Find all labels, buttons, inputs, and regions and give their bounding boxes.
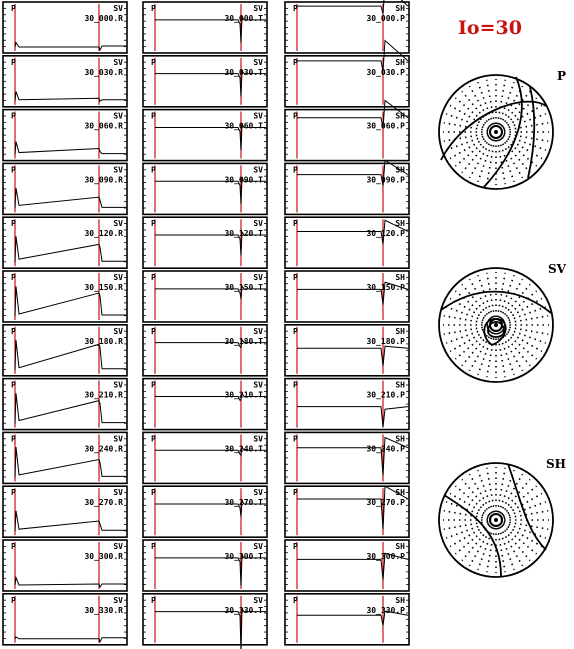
phase-label: SV: [253, 488, 263, 498]
phase-label: SV: [113, 4, 123, 13]
panel-frame: [3, 486, 127, 537]
p-marker-label: P: [151, 380, 156, 390]
trace-name: 30_240.P: [366, 444, 405, 454]
panel-frame: [143, 110, 267, 161]
phase-label: SV: [113, 57, 123, 67]
trace-panel: [3, 325, 127, 376]
phase-label: SV: [113, 273, 123, 282]
radiation-dots: [478, 275, 493, 317]
radiation-dots: [446, 307, 488, 322]
trace-panel: [3, 56, 127, 107]
panel-frame: [3, 325, 127, 376]
phase-label: SV: [113, 542, 123, 551]
phase-label: SH: [395, 4, 405, 13]
radiation-dots: [487, 468, 495, 512]
p-marker-label: P: [151, 4, 156, 13]
trace-name: 30_270.P: [366, 498, 405, 508]
p-marker-label: P: [293, 273, 298, 282]
trace-name: 30_180.T: [224, 336, 263, 346]
phase-label: SV: [253, 57, 263, 67]
trace-name: 30_090.P: [366, 175, 405, 185]
phase-label: SH: [395, 165, 405, 175]
radiation-dots: [487, 273, 495, 317]
p-marker-label: P: [293, 595, 298, 605]
trace-panel: [285, 325, 409, 376]
phase-label: SV: [113, 326, 123, 336]
panel-frame: [3, 271, 127, 322]
p-marker-label: P: [293, 57, 298, 67]
p-marker-label: P: [293, 488, 298, 498]
trace-name: 30_330.T: [224, 605, 263, 615]
p-marker-label: P: [293, 326, 298, 336]
sphere-label: SH: [545, 457, 566, 471]
p-marker-label: P: [151, 595, 156, 605]
trace-name: 30_270.T: [224, 498, 263, 508]
phase-label: SV: [253, 4, 263, 13]
trace-name: 30_090.T: [224, 175, 263, 185]
p-marker-label: P: [11, 111, 16, 121]
panel-frame: [143, 432, 267, 483]
p-marker-label: P: [293, 219, 298, 229]
p-marker-label: P: [11, 595, 16, 605]
trace-name: 30_300.T: [224, 552, 263, 561]
trace-name: 30_240.R: [84, 444, 123, 454]
trace-name: 30_090.R: [84, 175, 123, 185]
trace-name: 30_270.R: [84, 498, 123, 508]
trace-name: 30_330.R: [84, 605, 123, 615]
radiation-dots: [455, 525, 489, 554]
radiation-dots: [478, 470, 493, 512]
trace-name: 30_000.T: [224, 14, 263, 23]
panel-frame: [285, 325, 409, 376]
panel-frame: [143, 56, 267, 107]
trace-panel: [3, 163, 127, 214]
focal-sphere: [439, 457, 566, 577]
radiation-dots: [497, 273, 505, 317]
radiation-dots: [455, 486, 489, 515]
p-marker-label: P: [293, 542, 298, 551]
trace-name: 30_300.P: [366, 552, 405, 561]
radiation-dots: [504, 133, 548, 141]
trace-panel: [3, 2, 127, 53]
panel-frame: [285, 56, 409, 107]
trace-panel: [3, 110, 127, 161]
trace-panel: [3, 540, 127, 591]
radiation-dots: [462, 284, 491, 318]
radiation-dots: [462, 138, 491, 172]
phase-label: SH: [395, 488, 405, 498]
panel-frame: [3, 110, 127, 161]
radiation-dots: [502, 330, 536, 359]
radiation-dots: [478, 528, 493, 570]
radiation-dots: [478, 140, 493, 182]
radiation-dots: [446, 328, 488, 343]
trace-name: 30_030.P: [366, 67, 405, 77]
panel-frame: [143, 217, 267, 268]
panel-frame: [3, 2, 127, 53]
phase-label: SV: [253, 542, 263, 551]
figure-title: Io=30: [458, 17, 522, 39]
phase-label: SV: [113, 219, 123, 229]
phase-label: SH: [395, 273, 405, 282]
center-dot: [494, 130, 498, 134]
nodal-plane-curve: [441, 102, 546, 160]
radiation-dots: [504, 523, 546, 538]
p-marker-label: P: [11, 434, 16, 444]
radiation-dots: [504, 328, 546, 343]
trace-panel: [143, 540, 267, 591]
p-marker-label: P: [11, 165, 16, 175]
trace-panel: [143, 432, 267, 483]
radiation-dots: [487, 80, 495, 124]
radiation-dots: [504, 326, 548, 334]
trace-panel: [143, 594, 267, 649]
p-marker-label: P: [151, 165, 156, 175]
phase-label: SV: [113, 111, 123, 121]
panel-frame: [285, 379, 409, 430]
trace-panel: [285, 217, 409, 268]
panel-frame: [3, 163, 127, 214]
panel-frame: [3, 540, 127, 591]
trace-panel: [3, 379, 127, 430]
phase-label: SV: [113, 380, 123, 390]
phase-label: SV: [253, 219, 263, 229]
radiation-dots: [501, 284, 530, 318]
trace-panel: [143, 325, 267, 376]
trace-name: 30_330.P: [366, 605, 405, 615]
panel-frame: [285, 486, 409, 537]
nodal-plane-curve: [528, 87, 534, 178]
trace-name: 30_120.R: [84, 229, 123, 239]
phase-label: SH: [395, 326, 405, 336]
trace-panel: [285, 379, 409, 430]
trace-panel: [285, 100, 409, 160]
trace-panel: [285, 432, 409, 483]
radiation-dots: [455, 137, 489, 166]
radiation-dots: [499, 528, 514, 570]
trace-panel: [285, 160, 409, 214]
panel-frame: [143, 486, 267, 537]
trace-panel: [143, 486, 267, 537]
sphere-label: P: [556, 69, 566, 83]
trace-panel: [143, 163, 267, 214]
radiation-dots: [504, 114, 546, 129]
radiation-dots: [462, 331, 491, 365]
trace-name: 30_060.R: [84, 121, 123, 131]
panel-frame: [285, 271, 409, 322]
phase-label: SV: [113, 488, 123, 498]
panel-frame: [143, 2, 267, 53]
panel-frame: [143, 325, 267, 376]
trace-panel: [3, 217, 127, 268]
trace-name: 30_150.T: [224, 283, 263, 292]
p-marker-label: P: [11, 57, 16, 67]
trace-name: 30_150.R: [84, 283, 123, 292]
radiation-dots: [487, 140, 495, 184]
focal-sphere: [439, 262, 567, 382]
radiation-dots: [501, 138, 530, 172]
p-marker-label: P: [151, 326, 156, 336]
p-marker-label: P: [11, 326, 16, 336]
trace-panel: [143, 271, 267, 322]
panel-frame: [285, 540, 409, 591]
radiation-dots: [504, 135, 546, 150]
p-marker-label: P: [11, 488, 16, 498]
trace-name: 30_060.T: [224, 121, 263, 131]
panel-frame: [143, 594, 267, 645]
p-marker-label: P: [11, 4, 16, 13]
phase-label: SV: [253, 111, 263, 121]
nodal-plane-curve: [444, 495, 501, 576]
trace-name: 30_120.T: [224, 229, 263, 239]
sphere-label: SV: [548, 262, 566, 276]
p-marker-label: P: [151, 57, 156, 67]
panel-frame: [143, 163, 267, 214]
trace-name: 30_000.P: [366, 14, 405, 23]
phase-label: SH: [395, 111, 405, 121]
trace-name: 30_210.P: [366, 390, 405, 400]
radiation-dots: [501, 526, 530, 560]
focal-sphere: [439, 69, 566, 189]
trace-name: 30_210.T: [224, 390, 263, 400]
focal-spheres: [439, 69, 567, 577]
radiation-dots: [444, 326, 488, 334]
nodal-plane-curve: [508, 464, 546, 550]
panel-frame: [143, 271, 267, 322]
panel-frame: [143, 540, 267, 591]
radiation-dots: [444, 511, 488, 519]
panel-frame: [3, 432, 127, 483]
p-marker-label: P: [293, 165, 298, 175]
phase-label: SV: [253, 165, 263, 175]
radiation-dots: [504, 123, 548, 131]
radiation-dots: [497, 80, 505, 124]
p-marker-label: P: [151, 542, 156, 551]
phase-label: SV: [113, 165, 123, 175]
trace-panels: [3, 0, 409, 649]
radiation-dots: [487, 528, 495, 572]
radiation-dots: [487, 333, 495, 377]
trace-panel: [3, 432, 127, 483]
p-marker-label: P: [11, 273, 16, 282]
p-marker-label: P: [151, 273, 156, 282]
phase-label: SV: [253, 434, 263, 444]
trace-panel: [285, 594, 409, 645]
phase-label: SV: [253, 380, 263, 390]
phase-label: SV: [253, 595, 263, 605]
p-marker-label: P: [151, 434, 156, 444]
radiation-dots: [501, 331, 530, 365]
panel-frame: [285, 110, 409, 161]
trace-panel: [3, 486, 127, 537]
trace-panel: [143, 379, 267, 430]
trace-panel: [143, 2, 267, 53]
p-marker-label: P: [151, 219, 156, 229]
p-marker-label: P: [151, 111, 156, 121]
p-marker-label: P: [293, 380, 298, 390]
radiation-dots: [504, 316, 548, 324]
trace-name: 30_150.P: [366, 283, 405, 292]
radiation-dots: [462, 479, 491, 513]
trace-name: 30_210.R: [84, 390, 123, 400]
panel-frame: [3, 217, 127, 268]
phase-label: SH: [395, 57, 405, 67]
radiation-dots: [504, 521, 548, 529]
phase-label: SV: [253, 273, 263, 282]
phase-label: SV: [253, 326, 263, 336]
trace-panel: [143, 217, 267, 268]
trace-name: 30_030.R: [84, 67, 123, 77]
radiation-dots: [444, 316, 488, 324]
phase-label: SH: [395, 380, 405, 390]
panel-frame: [3, 594, 127, 645]
panel-frame: [285, 163, 409, 214]
p-marker-label: P: [293, 434, 298, 444]
trace-panel: [143, 56, 267, 107]
phase-label: SH: [395, 219, 405, 229]
phase-label: SH: [395, 434, 405, 444]
radiation-dots: [499, 275, 514, 317]
p-marker-label: P: [293, 4, 298, 13]
trace-name: 30_240.T: [224, 444, 263, 454]
trace-name: 30_180.P: [366, 336, 405, 346]
radiation-dots: [497, 468, 505, 512]
trace-name: 30_180.R: [84, 336, 123, 346]
phase-label: SV: [113, 434, 123, 444]
p-marker-label: P: [11, 380, 16, 390]
phase-label: SV: [113, 595, 123, 605]
trace-name: 30_120.P: [366, 229, 405, 239]
trace-name: 30_000.R: [84, 14, 123, 23]
center-dot: [494, 518, 498, 522]
trace-panel: [285, 486, 409, 537]
trace-panel: [285, 271, 409, 322]
trace-panel: [3, 271, 127, 322]
phase-label: SH: [395, 595, 405, 605]
radiation-dots: [444, 133, 488, 141]
p-marker-label: P: [151, 488, 156, 498]
trace-name: 30_300.R: [84, 552, 123, 561]
trace-name: 30_030.T: [224, 67, 263, 77]
trace-panel: [143, 110, 267, 161]
p-marker-label: P: [11, 219, 16, 229]
panel-frame: [143, 379, 267, 430]
trace-panel: [285, 540, 409, 591]
p-marker-label: P: [11, 542, 16, 551]
panel-frame: [3, 379, 127, 430]
trace-name: 30_060.P: [366, 121, 405, 131]
phase-label: SH: [395, 542, 405, 551]
radiation-dots: [501, 91, 530, 125]
panel-frame: [285, 594, 409, 645]
radiation-dots: [504, 307, 546, 322]
radiation-dots: [446, 502, 488, 517]
trace-panel: [3, 594, 127, 645]
panel-frame: [285, 217, 409, 268]
p-marker-label: P: [293, 111, 298, 121]
center-dot: [494, 323, 498, 327]
